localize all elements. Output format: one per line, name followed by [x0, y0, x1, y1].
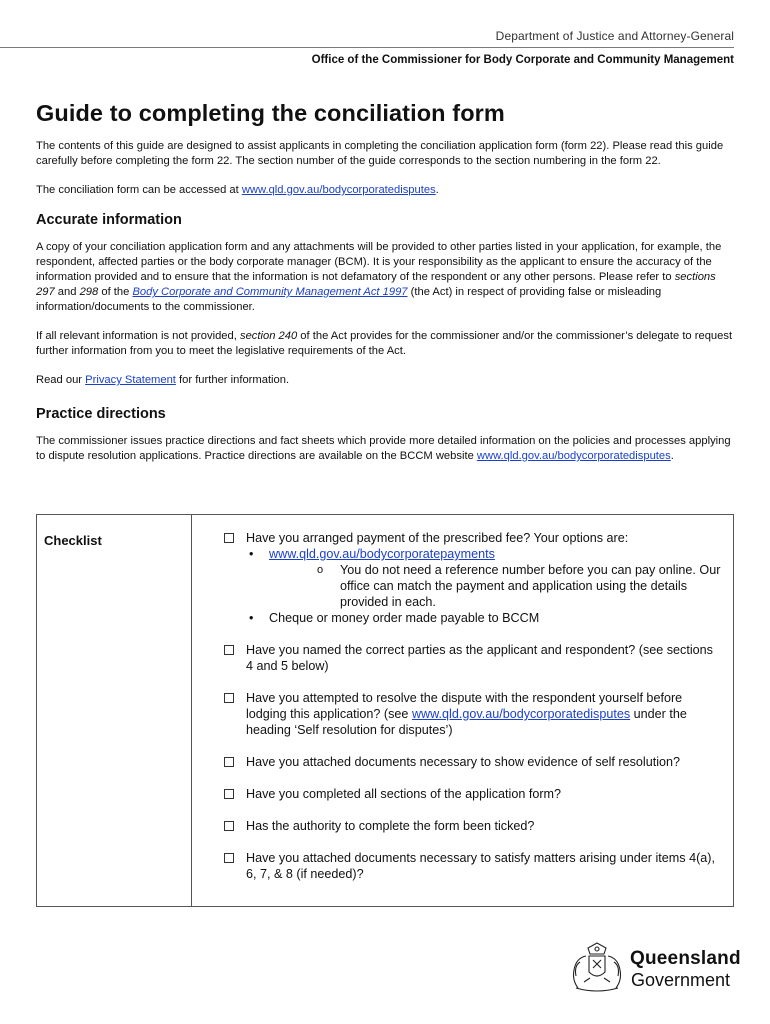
- checkbox-icon[interactable]: [224, 645, 234, 655]
- self-resolution-link[interactable]: www.qld.gov.au/bodycorporatedisputes: [411, 707, 631, 721]
- accurate-p2-text-b: of the Act provides for the commissioner and/or the commissioner’s delegate to request further information from you to meet the legislative requirements of the Act.: [36, 330, 733, 357]
- checkbox-icon[interactable]: [224, 789, 234, 799]
- page-title: Guide to completing the conciliation form: [36, 100, 505, 126]
- checklist-item-parties: [222, 642, 722, 674]
- accurate-text-and: and: [54, 286, 80, 298]
- payments-link[interactable]: www.qld.gov.au/bodycorporatepayments: [269, 547, 495, 561]
- payment-option-cheque-text: Cheque or money order made payable to BCCM: [269, 611, 540, 625]
- department-name: Department of Justice and Attorney-General: [495, 29, 734, 43]
- accurate-p2-text-a: If all relevant information is not provided,: [36, 330, 240, 342]
- section-297-ref: sections 297: [36, 271, 716, 298]
- payment-option-online: [246, 546, 722, 610]
- checklist-item-text: Have you completed all sections of the application form?: [246, 787, 562, 801]
- queensland-government-logo: [566, 940, 741, 994]
- checklist-item-evidence: [222, 754, 722, 770]
- checklist-title: Checklist: [44, 533, 102, 548]
- payment-options: [246, 546, 722, 626]
- bullet-icon: •: [249, 547, 254, 561]
- sub-bullet-icon: o: [317, 564, 324, 576]
- office-name: Office of the Commissioner for Body Corporate and Community Management: [311, 54, 734, 66]
- act-link-text[interactable]: Body Corporate and Community Management Act 1997: [132, 286, 408, 298]
- checkbox-icon[interactable]: [224, 693, 234, 703]
- section-298-ref: 298: [79, 286, 99, 298]
- bullet-icon: •: [249, 611, 254, 625]
- intro-access-paragraph: [36, 183, 736, 198]
- checklist-table: [36, 514, 734, 907]
- checklist-item-text: Have you attached documents necessary to satisfy matters arising under items 4(a), 6, 7, & 8 (if needed)?: [246, 851, 715, 881]
- disputes-link[interactable]: www.qld.gov.au/bodycorporatedisputes: [241, 184, 436, 196]
- checklist-item-text: Have you attached documents necessary to show evidence of self resolution?: [246, 755, 681, 769]
- self-resolution-text-b: under the heading ‘Self resolution for disputes’): [246, 707, 687, 737]
- intro-access-end: .: [435, 184, 439, 196]
- checklist-item-payment: [222, 530, 722, 626]
- intro-access-text: The conciliation form can be accessed at: [36, 184, 242, 196]
- checklist-item-authority: [222, 818, 722, 834]
- practice-text-end: .: [670, 450, 674, 462]
- privacy-text-b: for further information.: [175, 374, 290, 386]
- practice-disputes-link[interactable]: www.qld.gov.au/bodycorporatedisputes: [476, 450, 671, 462]
- payment-option-cheque: [246, 610, 722, 626]
- practice-paragraph: [36, 434, 736, 464]
- coat-of-arms-icon: [566, 940, 628, 994]
- checklist-item-text: Has the authority to complete the form been ticked?: [246, 819, 535, 833]
- intro-paragraph: The contents of this guide are designed to assist applicants in completing the conciliation application form (form 22). Please read this guide carefully before completing the form 22. The section number of the guide corresponds to the section numbering in the form 22.: [36, 140, 724, 167]
- checkbox-icon[interactable]: [224, 853, 234, 863]
- practice-directions-heading: Practice directions: [36, 406, 166, 422]
- accurate-paragraph-2: [36, 329, 736, 359]
- checklist-item-self-resolution: [222, 690, 722, 738]
- checklist-items: [222, 530, 722, 898]
- privacy-text-a: Read our: [36, 374, 86, 386]
- accurate-text-of: of the: [98, 286, 133, 298]
- act-link[interactable]: [132, 286, 407, 298]
- accurate-text-end: (the Act) in respect of providing false or misleading information/documents to the commissioner.: [36, 286, 662, 313]
- header-divider: [0, 47, 734, 48]
- checkbox-icon[interactable]: [224, 533, 234, 543]
- logo-queensland: Queensland: [630, 948, 741, 969]
- accurate-text-a: A copy of your conciliation application form and any attachments will be provided to other parties listed in your application, for example, the respondent, affected parties or the body corporate manager (BCM). It is your responsibility as the applicant to ensure the accuracy of the information provided and to ensure that the information is not defamatory of the respondent or any other persons. Please refer to: [36, 241, 722, 283]
- checklist-column-divider: [191, 515, 192, 906]
- checklist-item-attachments: [222, 850, 722, 882]
- checklist-item-text: Have you arranged payment of the prescribed fee? Your options are:: [246, 531, 629, 545]
- privacy-statement-link[interactable]: Privacy Statement: [85, 374, 176, 386]
- payment-suboption: [269, 562, 722, 610]
- privacy-paragraph: [36, 373, 736, 388]
- self-resolution-text-a: Have you attempted to resolve the dispute with the respondent yourself before lodging this application? (see: [246, 691, 683, 721]
- practice-text: The commissioner issues practice directions and fact sheets which provide more detailed information on the policies and processes applying to dispute resolution applications. Practice directions are available on the BCCM website: [36, 435, 731, 462]
- payment-suboptions: [269, 562, 722, 610]
- accurate-information-heading: Accurate information: [36, 212, 182, 228]
- logo-government: Government: [631, 970, 731, 990]
- section-240-ref: section 240: [239, 330, 298, 342]
- payment-suboption-text: You do not need a reference number before you can pay online. Our office can match the payment and application using the details provided in each.: [340, 563, 721, 609]
- checklist-item-all-sections: [222, 786, 722, 802]
- checklist-item-text: [246, 690, 722, 738]
- checkbox-icon[interactable]: [224, 757, 234, 767]
- accurate-paragraph-1: [36, 240, 736, 315]
- checklist-item-text: Have you named the correct parties as the applicant and respondent? (see sections 4 and 5 below): [246, 643, 713, 673]
- main-content: [36, 100, 736, 478]
- checkbox-icon[interactable]: [224, 821, 234, 831]
